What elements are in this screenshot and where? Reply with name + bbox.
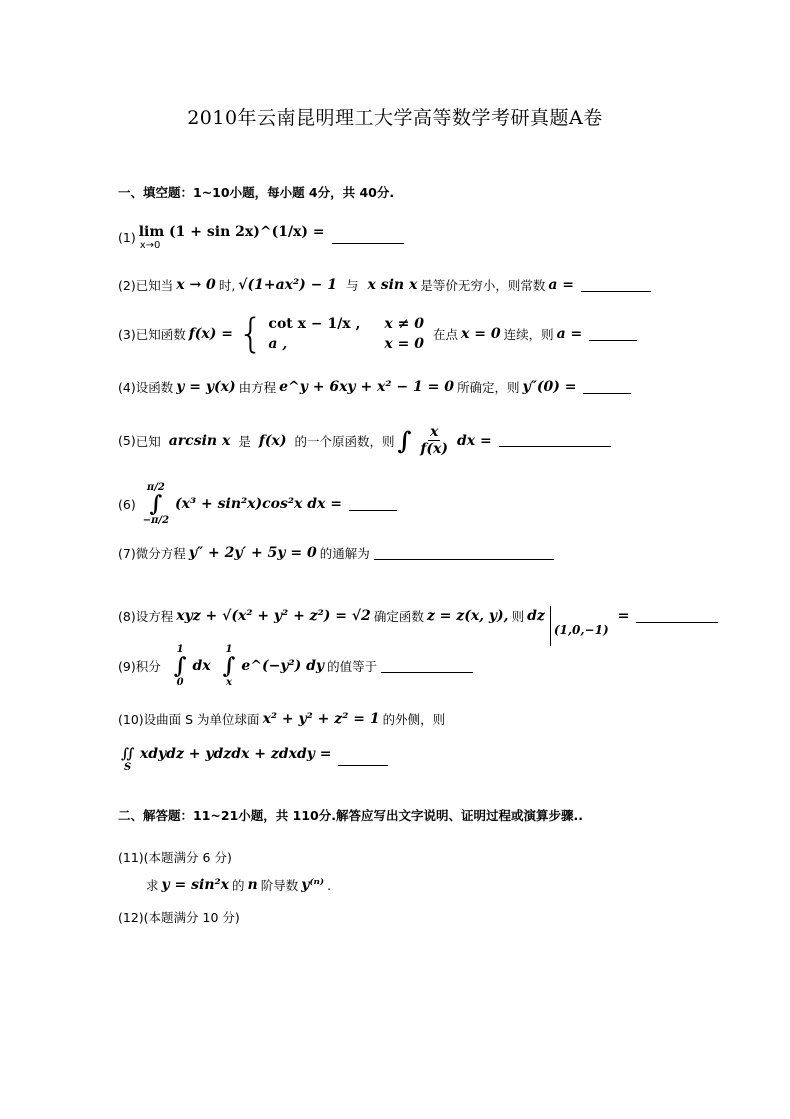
question-number: (1) bbox=[118, 230, 136, 245]
integral-icon: ∫ bbox=[397, 426, 412, 455]
math: dx bbox=[192, 658, 211, 674]
question-4 bbox=[118, 378, 631, 396]
math: a = bbox=[548, 277, 575, 293]
text: . bbox=[327, 877, 332, 893]
fraction-numerator: x bbox=[430, 424, 439, 440]
question-number: (9) bbox=[118, 658, 136, 674]
text: 的外侧，则 bbox=[382, 712, 446, 727]
limit-expression: lim (1 + sin 2x)^(1/x) = bbox=[138, 224, 325, 240]
answer-blank[interactable] bbox=[583, 381, 631, 394]
text: 由方程 bbox=[238, 380, 277, 395]
score-label: (本题满分 6 分) bbox=[143, 850, 232, 865]
answer-blank[interactable] bbox=[589, 328, 637, 341]
brace-icon: { bbox=[237, 311, 264, 357]
text: 则 bbox=[511, 609, 525, 624]
math: x = 0 bbox=[461, 326, 501, 342]
question-7 bbox=[118, 544, 554, 562]
question-8 bbox=[118, 596, 718, 636]
math: a , bbox=[268, 336, 288, 352]
text: 设曲面 S 为单位球面 bbox=[143, 712, 260, 727]
limit-subscript: x→0 bbox=[139, 240, 161, 251]
question-number: (12) bbox=[118, 909, 144, 925]
text: 的一个原函数，则 bbox=[294, 433, 395, 449]
answer-blank[interactable] bbox=[349, 498, 397, 511]
text: 与 bbox=[346, 278, 359, 293]
math: = bbox=[617, 608, 630, 624]
integral-upper-limit: π/2 bbox=[146, 482, 165, 493]
integral-lower-limit: −π/2 bbox=[142, 515, 170, 526]
integral-icon: ∫ bbox=[173, 653, 187, 679]
math: x sin x bbox=[367, 277, 418, 293]
question-number: (8) bbox=[118, 608, 136, 624]
math: a = bbox=[556, 326, 583, 342]
text: 是 bbox=[238, 433, 251, 449]
integral-icon: ∫ bbox=[222, 653, 236, 679]
question-5 bbox=[118, 424, 611, 457]
math: x² + y² + z² = 1 bbox=[262, 711, 380, 727]
text: 在点 bbox=[432, 327, 458, 342]
math: f(x) = bbox=[188, 326, 233, 342]
math: n bbox=[247, 877, 258, 893]
page-title: 2010年云南昆明理工大学高等数学考研真题A卷 bbox=[187, 107, 603, 129]
math: y⁽ⁿ⁾ bbox=[301, 877, 325, 893]
question-12 bbox=[118, 908, 240, 926]
text: 时, bbox=[218, 278, 236, 293]
text: 设方程 bbox=[135, 609, 174, 624]
question-number: (4) bbox=[118, 379, 136, 395]
math: y = sin²x bbox=[161, 877, 229, 893]
integral-upper-limit: 1 bbox=[225, 644, 233, 655]
math: x = 0 bbox=[384, 336, 424, 352]
math: ∬ xdydz + ydzdx + zdxdy = bbox=[121, 746, 332, 762]
math: dz bbox=[527, 608, 545, 624]
math: √(1+ax²) − 1 bbox=[238, 277, 337, 293]
surface-subscript: S bbox=[124, 762, 132, 773]
answer-blank[interactable] bbox=[581, 279, 651, 292]
text: 的值等于 bbox=[327, 659, 378, 674]
answer-blank[interactable] bbox=[381, 660, 473, 673]
math: x → 0 bbox=[176, 277, 216, 293]
integral-icon: ∫ bbox=[149, 491, 163, 517]
math: y″ + 2y′ + 5y = 0 bbox=[188, 545, 317, 561]
text: 的 bbox=[232, 878, 245, 893]
text: 的通解为 bbox=[319, 546, 370, 561]
math: (x³ + sin²x)cos²x dx = bbox=[175, 496, 342, 512]
question-9 bbox=[118, 644, 473, 688]
question-number: (2) bbox=[118, 277, 136, 293]
answer-blank[interactable] bbox=[332, 231, 404, 244]
integral-lower-limit: x bbox=[226, 677, 232, 688]
fraction-denominator: f(x) bbox=[420, 441, 448, 457]
question-10-expression bbox=[118, 746, 388, 773]
answer-blank[interactable] bbox=[338, 753, 388, 766]
question-number: (11) bbox=[118, 849, 144, 865]
question-2 bbox=[118, 276, 651, 294]
score-label: (本题满分 10 分) bbox=[143, 910, 240, 925]
answer-blank[interactable] bbox=[374, 547, 554, 560]
section-1-heading: 一、填空题：1~10小题，每小题 4分，共 40分. bbox=[118, 185, 395, 200]
integral-lower-limit: 0 bbox=[176, 677, 184, 688]
evaluation-point: (1,0,−1) bbox=[553, 623, 609, 637]
question-3 bbox=[118, 311, 637, 357]
text: 积分 bbox=[135, 659, 161, 674]
math: dx = bbox=[457, 432, 492, 449]
question-number: (10) bbox=[118, 711, 144, 727]
question-11-body bbox=[146, 876, 331, 894]
question-11 bbox=[118, 848, 232, 866]
math: e^y + 6xy + x² − 1 = 0 bbox=[279, 379, 454, 395]
text: 设函数 bbox=[135, 380, 174, 395]
answer-blank[interactable] bbox=[499, 434, 611, 447]
question-number: (5) bbox=[118, 433, 136, 448]
text: 已知 bbox=[135, 433, 161, 449]
math: z = z(x, y), bbox=[426, 608, 509, 624]
math: y″(0) = bbox=[522, 379, 577, 395]
math: xyz + √(x² + y² + z²) = √2 bbox=[176, 608, 371, 624]
section-2-heading: 二、解答题：11~21小题，共 110分.解答应写出文字说明、证明过程或演算步骤.. bbox=[118, 808, 583, 823]
question-number: (7) bbox=[118, 545, 136, 561]
math: arcsin x bbox=[168, 432, 231, 449]
text: 所确定，则 bbox=[456, 380, 520, 395]
math: f(x) bbox=[258, 432, 287, 449]
text: 连续，则 bbox=[503, 327, 554, 342]
text: 是等价无穷小，则常数 bbox=[420, 278, 546, 293]
text: 确定函数 bbox=[373, 609, 424, 624]
math: y = y(x) bbox=[176, 379, 236, 395]
integral-upper-limit: 1 bbox=[176, 644, 184, 655]
question-6 bbox=[118, 482, 397, 526]
text: 求 bbox=[146, 878, 159, 893]
question-number: (6) bbox=[118, 496, 136, 512]
math: e^(−y²) dy bbox=[241, 658, 325, 674]
math: cot x − 1/x , bbox=[268, 316, 361, 332]
text: 已知当 bbox=[135, 278, 174, 293]
question-10 bbox=[118, 710, 445, 728]
text: 微分方程 bbox=[135, 546, 186, 561]
math: x ≠ 0 bbox=[384, 316, 424, 332]
text: 已知函数 bbox=[135, 327, 186, 342]
text: 阶导数 bbox=[260, 878, 299, 893]
question-1 bbox=[118, 224, 404, 251]
question-number: (3) bbox=[118, 326, 136, 342]
answer-blank[interactable] bbox=[636, 610, 718, 623]
